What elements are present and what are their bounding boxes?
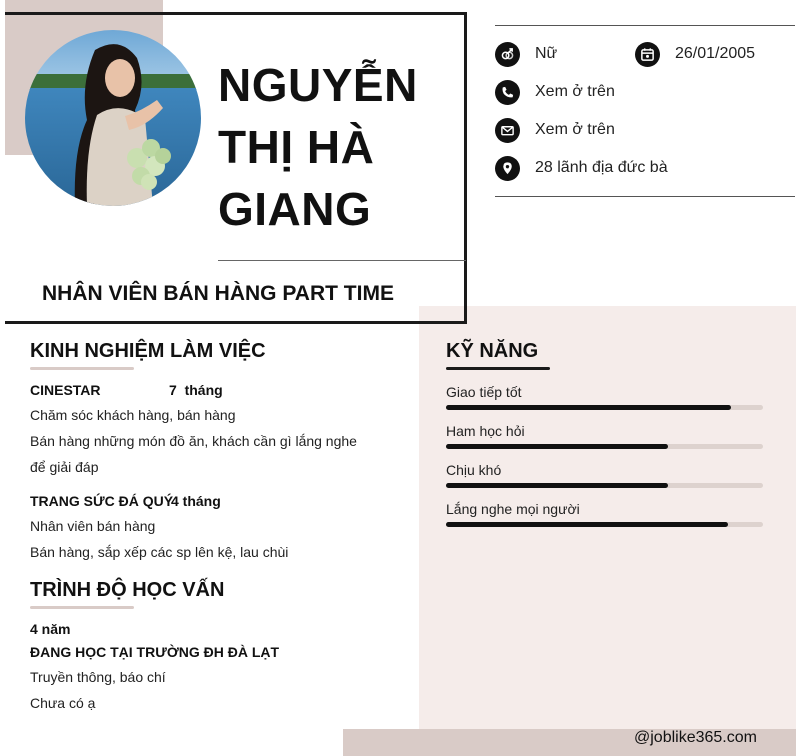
calendar-icon	[635, 42, 660, 67]
education-note: Chưa có ạ	[30, 695, 96, 711]
phone-value: Xem ở trên	[535, 83, 615, 100]
contact-divider-top	[495, 25, 795, 26]
name-line-1: NGUYỄN	[218, 59, 418, 111]
job-2-duration: 4 tháng	[171, 493, 221, 509]
skills-title: KỸ NĂNG	[446, 340, 539, 362]
skills-panel	[419, 306, 796, 756]
skill-3-label: Chịu khó	[446, 462, 502, 478]
skill-2-bar	[446, 444, 763, 449]
education-title: TRÌNH ĐỘ HỌC VẤN	[30, 579, 225, 601]
education-duration: 4 năm	[30, 621, 71, 637]
experience-title-underline	[30, 367, 134, 370]
gender-icon	[495, 42, 520, 67]
skill-4-bar-fill	[446, 522, 728, 527]
skill-2-label: Ham học hỏi	[446, 423, 525, 439]
skill-4-bar	[446, 522, 763, 527]
footer-watermark: @joblike365.com	[634, 729, 757, 746]
contact-divider-bottom	[495, 196, 795, 197]
name-divider	[218, 260, 466, 261]
experience-title: KINH NGHIỆM LÀM VIỆC	[30, 340, 266, 362]
education-major: Truyền thông, báo chí	[30, 669, 166, 685]
email-icon	[495, 118, 520, 143]
skill-1-bar	[446, 405, 763, 410]
address-value: 28 lãnh địa đức bà	[535, 159, 668, 176]
name-line-2: THỊ HÀ	[218, 121, 375, 173]
job-1-desc-line-1: Bán hàng những món đồ ăn, khách cần gì lắng nghe	[30, 433, 357, 449]
avatar	[25, 30, 201, 206]
skill-1-bar-fill	[446, 405, 731, 410]
name-line-3: GIANG	[218, 183, 372, 235]
education-title-underline	[30, 606, 134, 609]
full-name	[218, 54, 458, 240]
job-1-duration: 7 tháng	[169, 382, 223, 398]
phone-icon	[495, 80, 520, 105]
skill-1-label: Giao tiếp tốt	[446, 384, 522, 400]
skills-title-underline	[446, 367, 550, 370]
skill-4-label: Lắng nghe mọi người	[446, 501, 580, 517]
job-1-company: CINESTAR	[30, 382, 101, 398]
birthday-value: 26/01/2005	[675, 45, 756, 62]
job-2-desc-line-1: Bán hàng, sắp xếp các sp lên kệ, lau chùi	[30, 544, 289, 560]
job-2-company: TRANG SỨC ĐÁ QUÝ	[30, 493, 174, 509]
gender-value: Nữ	[535, 45, 558, 62]
education-school: ĐANG HỌC TẠI TRƯỜNG ĐH ĐÀ LẠT	[30, 644, 280, 660]
skill-3-bar-fill	[446, 483, 668, 488]
email-value: Xem ở trên	[535, 121, 615, 138]
location-icon	[495, 156, 520, 181]
skill-2-bar-fill	[446, 444, 668, 449]
job-title: NHÂN VIÊN BÁN HÀNG PART TIME	[42, 282, 394, 305]
skill-3-bar	[446, 483, 763, 488]
job-2-role: Nhân viên bán hàng	[30, 518, 156, 534]
job-1-desc-line-2: để giải đáp	[30, 459, 99, 475]
job-1-role: Chăm sóc khách hàng, bán hàng	[30, 407, 236, 423]
